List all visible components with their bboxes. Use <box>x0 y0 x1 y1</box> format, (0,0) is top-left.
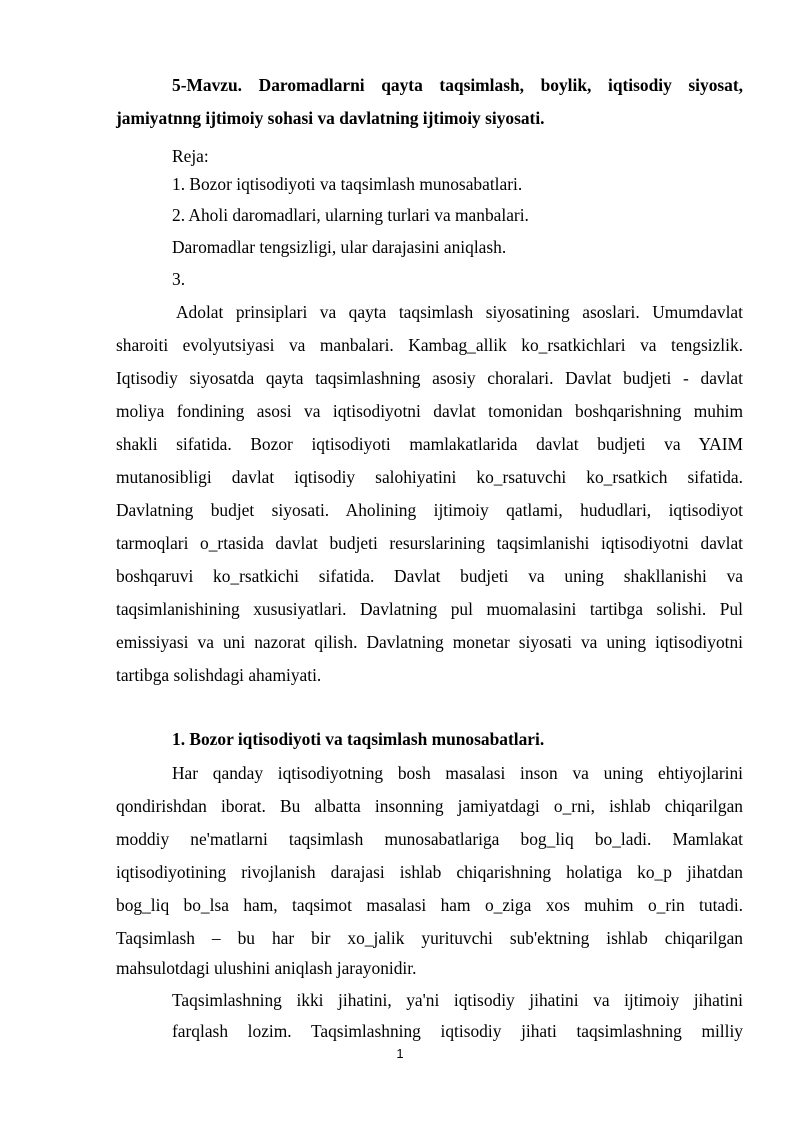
section-paragraph-line: Taqsimlash – bu har bir xo_jalik yurituvchi sub'ektning ishlab chiqarilgan <box>116 928 743 948</box>
title-line-1: 5-Mavzu. Daromadlarni qayta taqsimlash, boylik, iqtisodiy siyosat, <box>172 75 743 95</box>
section-paragraph-line: bog_liq bo_lsa ham, taqsimot masalasi ham o_ziga xos muhim o_rin tutadi. <box>116 895 743 915</box>
intro-paragraph-line: Adolat prinsiplari va qayta taqsimlash siyosatining asoslari. Umumdavlat <box>176 302 743 322</box>
section-paragraph-line: mahsulotdagi ulushini aniqlash jarayonidir. <box>116 958 417 978</box>
page-number: 1 <box>396 1046 404 1061</box>
section-paragraph-line: Har qanday iqtisodiyotning bosh masalasi inson va uning ehtiyojlarini <box>172 763 743 783</box>
intro-paragraph-line: moliya fondining asosi va iqtisodiyotni davlat tomonidan boshqarishning muhim <box>116 401 743 421</box>
section-paragraph-line: qondirishdan iborat. Bu albatta insonning jamiyatdagi o_rni, ishlab chiqarilgan <box>116 796 743 816</box>
plan-item: Daromadlar tengsizligi, ular darajasini aniqlash. <box>172 237 507 257</box>
plan-item: 2. Aholi daromadlari, ularning turlari va manbalari. <box>172 205 529 225</box>
section-paragraph-line: Taqsimlashning ikki jihatini, ya'ni iqtisodiy jihatini va ijtimoiy jihatini <box>172 990 743 1010</box>
section-paragraph-line: iqtisodiyotining rivojlanish darajasi ishlab chiqarishning holatiga ko_p jihatdan <box>116 862 743 882</box>
plan-item: 3. <box>172 269 186 289</box>
intro-paragraph-line: emissiyasi va uni nazorat qilish. Davlatning monetar siyosati va uning iqtisodiyotni <box>116 632 743 652</box>
title-line-2: jamiyatnng ijtimoiy sohasi va davlatning ijtimoiy siyosati. <box>116 108 545 128</box>
intro-paragraph-line: Iqtisodiy siyosatda qayta taqsimlashning asosiy choralari. Davlat budjeti - davlat <box>116 368 743 388</box>
section-heading: 1. Bozor iqtisodiyoti va taqsimlash munosabatlari. <box>172 729 545 749</box>
intro-paragraph-line: tarmoqlari o_rtasida davlat budjeti resurslarining taqsimlanishi iqtisodiyotni davlat <box>116 533 743 553</box>
intro-paragraph-line: Davlatning budjet siyosati. Aholining ijtimoiy qatlami, hududlari, iqtisodiyot <box>116 500 743 520</box>
plan-heading: Reja: <box>172 146 209 166</box>
intro-paragraph-line: taqsimlanishining xususiyatlari. Davlatning pul muomalasini tartibga solishi. Pul <box>116 599 743 619</box>
intro-paragraph-line: mutanosibligi davlat iqtisodiy salohiyatini ko_rsatuvchi ko_rsatkich sifatida. <box>116 467 743 487</box>
intro-paragraph-line: tartibga solishdagi ahamiyati. <box>116 665 322 685</box>
section-paragraph-line: moddiy ne'matlarni taqsimlash munosabatlariga bog_liq bo_ladi. Mamlakat <box>116 829 743 849</box>
plan-item: 1. Bozor iqtisodiyoti va taqsimlash munosabatlari. <box>172 174 523 194</box>
intro-paragraph-line: shakli sifatida. Bozor iqtisodiyoti mamlakatlarida davlat budjeti va YAIM <box>116 434 743 454</box>
intro-paragraph-line: sharoiti evolyutsiyasi va manbalari. Kambag_allik ko_rsatkichlari va tengsizlik. <box>116 335 743 355</box>
section-paragraph-line: farqlash lozim. Taqsimlashning iqtisodiy jihati taqsimlashning milliy <box>172 1021 743 1041</box>
intro-paragraph-line: boshqaruvi ko_rsatkichi sifatida. Davlat budjeti va uning shakllanishi va <box>116 566 743 586</box>
